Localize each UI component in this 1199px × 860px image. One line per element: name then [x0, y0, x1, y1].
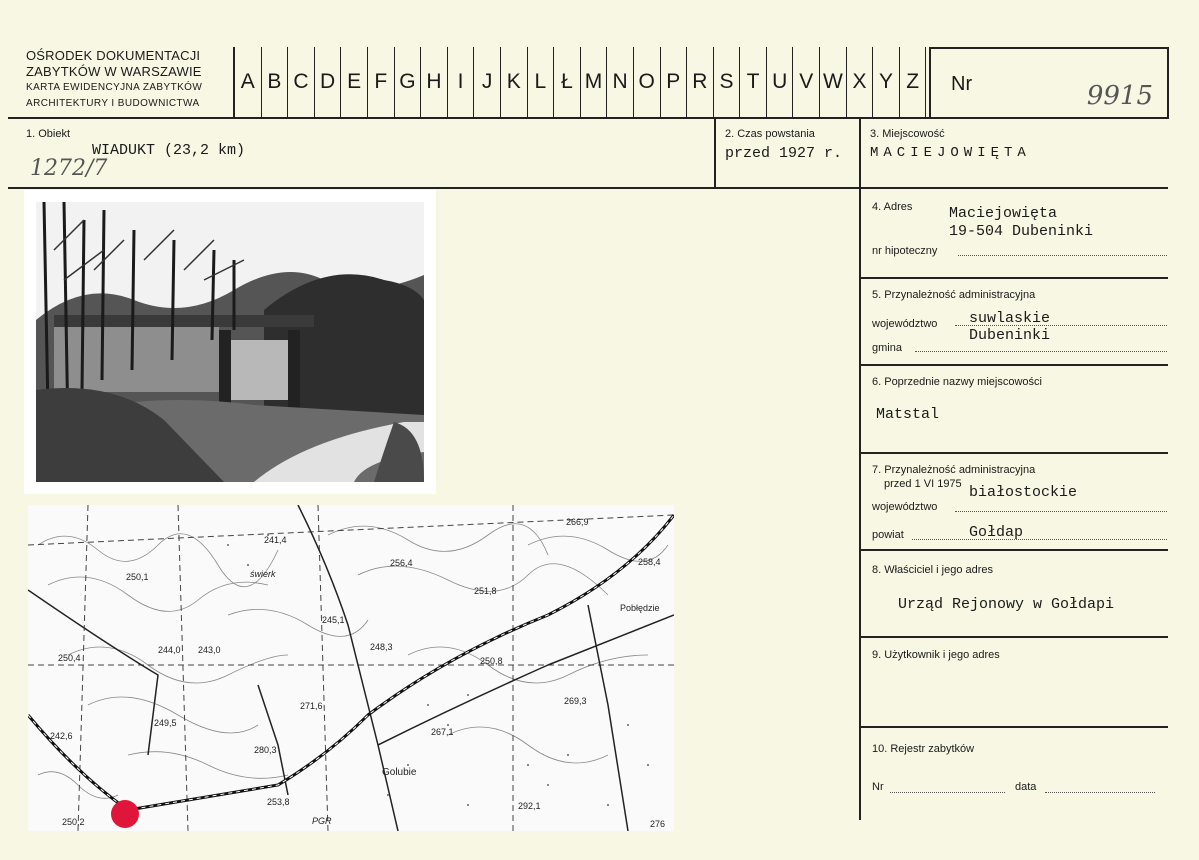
field1-value: WIADUKT (23,2 km) — [92, 142, 246, 159]
dotted-line — [890, 792, 1005, 793]
field10-nr-label: Nr — [872, 781, 884, 793]
nr-label: Nr — [951, 73, 973, 95]
map-label: 243,0 — [198, 645, 221, 655]
map-label: 245,1 — [322, 615, 345, 625]
index-letter: T — [740, 47, 767, 117]
field7-sub-label: przed 1 VI 1975 — [884, 478, 962, 490]
field5-woj-value: suwlaskie — [969, 310, 1051, 327]
dotted-line — [955, 511, 1167, 512]
map-label: 292,1 — [518, 801, 541, 811]
index-letter: H — [421, 47, 448, 117]
map-label: 276 — [650, 819, 666, 829]
field7-woj-label: województwo — [872, 501, 938, 513]
index-letter: C — [288, 47, 315, 117]
topographic-map — [28, 505, 674, 831]
org-line-4: ARCHITEKTURY I BUDOWNICTWA — [26, 98, 200, 109]
field7-woj-value: białostockie — [969, 484, 1078, 501]
map-label: 244,0 — [158, 645, 181, 655]
index-letter: K — [501, 47, 528, 117]
field8-value: Urząd Rejonowy w Gołdapi — [898, 596, 1115, 613]
map-label: 250,4 — [58, 653, 81, 663]
index-letter: I — [448, 47, 475, 117]
field3-value: MACIEJOWIĘTA — [870, 145, 1031, 161]
map-label: 271,6 — [300, 701, 323, 711]
index-letter: E — [341, 47, 368, 117]
divider — [859, 549, 1168, 551]
map-label: 251,8 — [474, 586, 497, 596]
field10-data-label: data — [1015, 781, 1037, 793]
field10-label: 10. Rejestr zabytków — [872, 743, 975, 755]
field9-label: 9. Użytkownik i jego adres — [872, 649, 1000, 661]
divider — [859, 452, 1168, 454]
location-marker — [111, 800, 139, 828]
index-letter: Z — [900, 47, 927, 117]
index-letter: B — [262, 47, 289, 117]
org-line-1: OŚRODEK DOKUMENTACJI — [26, 48, 201, 63]
index-letter: G — [395, 47, 422, 117]
index-letter: D — [315, 47, 342, 117]
index-letter: U — [767, 47, 794, 117]
index-letter: A — [235, 47, 262, 117]
field4-label: 4. Adres — [872, 201, 913, 213]
org-line-3: KARTA EWIDENCYJNA ZABYTKÓW — [26, 82, 203, 93]
index-letter: F — [368, 47, 395, 117]
dotted-line — [1045, 792, 1155, 793]
index-letter: L — [528, 47, 555, 117]
field6-label: 6. Poprzednie nazwy miejscowości — [872, 376, 1042, 388]
field4-sub-label: nr hipoteczny — [872, 245, 938, 257]
index-letter: P — [661, 47, 688, 117]
index-letter: O — [634, 47, 661, 117]
map-label: 248,3 — [370, 642, 393, 652]
field2-label: 2. Czas powstania — [725, 128, 815, 140]
field7-label: 7. Przynależność administracyjna — [872, 464, 1036, 476]
index-letter: Y — [873, 47, 900, 117]
dotted-line — [915, 351, 1167, 352]
viaduct-photo — [24, 190, 436, 494]
index-letter: X — [847, 47, 874, 117]
index-letter: V — [793, 47, 820, 117]
index-letter: J — [474, 47, 501, 117]
divider — [8, 187, 1168, 189]
map-label: 242,6 — [50, 731, 73, 741]
map-label: 250,2 — [62, 817, 85, 827]
index-letter: N — [607, 47, 634, 117]
divider — [859, 117, 861, 820]
org-line-2: ZABYTKÓW W WARSZAWIE — [26, 64, 202, 79]
nr-handwritten: 9915 — [1086, 81, 1153, 111]
map-label: 269,3 — [564, 696, 587, 706]
map-label: 267,1 — [431, 727, 454, 737]
field8-label: 8. Właściciel i jego adres — [872, 564, 994, 576]
map-label: 258,4 — [638, 557, 661, 567]
index-letter: W — [820, 47, 847, 117]
map-label: Golubie — [382, 767, 417, 778]
map-label: 250,8 — [480, 656, 503, 666]
field1-handwritten: 1272/7 — [30, 156, 108, 181]
dotted-line — [912, 539, 1167, 540]
dotted-line — [958, 255, 1167, 256]
divider — [859, 277, 1168, 279]
divider — [859, 636, 1168, 638]
field5-gmina-label: gmina — [872, 342, 902, 354]
map-label: 249,5 — [154, 718, 177, 728]
field4-value-line1: Maciejowięta — [949, 205, 1058, 222]
map-label: świerk — [250, 569, 276, 579]
map-label: 256,4 — [390, 558, 413, 568]
field3-label: 3. Miejscowość — [870, 128, 945, 140]
map-label: 241,4 — [264, 535, 287, 545]
divider — [8, 117, 1168, 119]
field5-label: 5. Przynależność administracyjna — [872, 289, 1036, 301]
organization-block — [26, 48, 202, 112]
field2-value: przed 1927 r. — [725, 145, 843, 162]
map-label: PGR — [312, 816, 332, 826]
field5-woj-label: województwo — [872, 318, 938, 330]
divider — [859, 364, 1168, 366]
index-letter: M — [581, 47, 608, 117]
alphabet-index — [233, 47, 926, 117]
field7-powiat-value: Gołdap — [969, 524, 1024, 541]
index-letter: S — [714, 47, 741, 117]
map-label: 253,8 — [267, 797, 290, 807]
dotted-line — [955, 325, 1167, 326]
index-letter: R — [687, 47, 714, 117]
number-box — [929, 47, 1169, 119]
divider — [714, 117, 716, 188]
field4-value-line2: 19-504 Dubeninki — [949, 223, 1094, 240]
field7-powiat-label: powiat — [872, 529, 904, 541]
field5-gmina-value: Dubeninki — [969, 327, 1051, 344]
map-label: 280,3 — [254, 745, 277, 755]
map-label: Pobłędzie — [620, 603, 660, 613]
map-label: 266,9 — [566, 517, 589, 527]
field6-value: Matstal — [876, 406, 940, 423]
divider — [859, 726, 1168, 728]
index-letter: Ł — [554, 47, 581, 117]
map-label: 250,1 — [126, 572, 149, 582]
field1-label: 1. Obiekt — [26, 128, 71, 140]
